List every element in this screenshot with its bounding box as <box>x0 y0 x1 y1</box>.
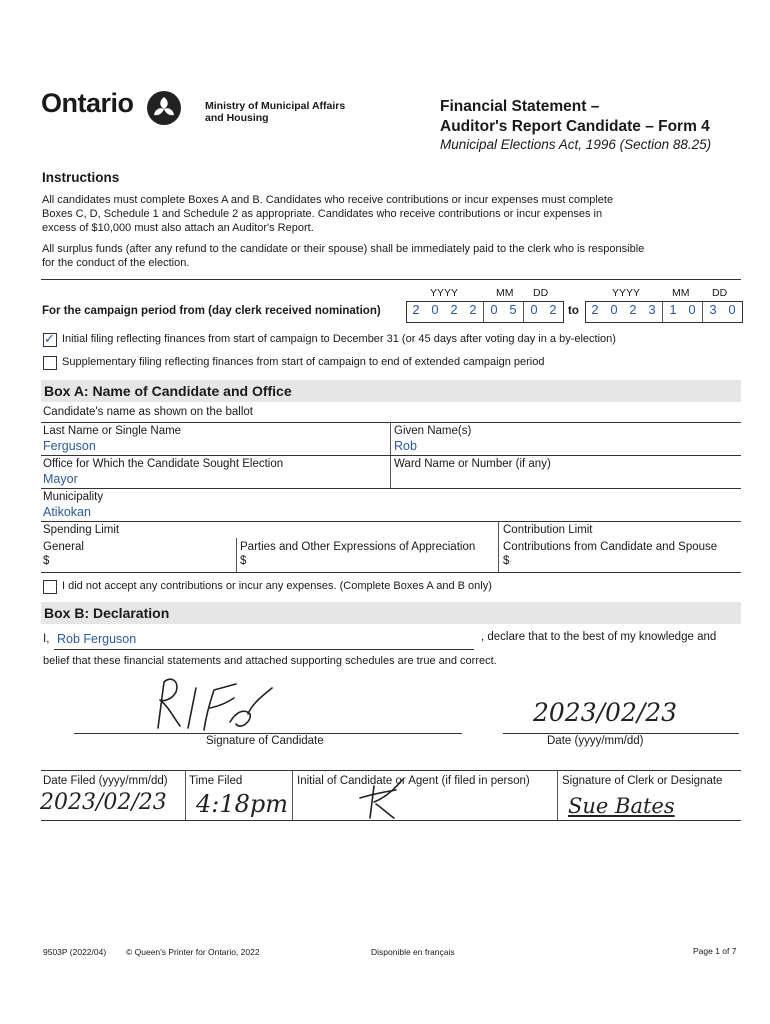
no-contributions-checkbox[interactable] <box>43 580 57 594</box>
date-digit: 2 <box>450 302 458 317</box>
period-mm-label: MM <box>672 287 690 299</box>
agent-initial-mark <box>350 776 410 820</box>
divider <box>41 770 741 771</box>
title-line-2: Auditor's Report Candidate – Form 4 <box>440 118 710 135</box>
declaration-text: , declare that to the best of my knowledge and <box>481 631 717 643</box>
divider <box>41 572 741 573</box>
general-value[interactable]: $ <box>43 555 50 567</box>
parties-value[interactable]: $ <box>240 555 247 567</box>
instructions-paragraph-2 <box>42 242 644 270</box>
municipality-field[interactable]: Atikokan <box>43 505 91 519</box>
initial-filing-label: Initial filing reflecting finances from start of campaign to December 31 (or 45 days after voting day in a by-election) <box>62 333 616 345</box>
instructions-paragraph-1 <box>42 193 613 235</box>
date-digit: 0 <box>728 302 736 317</box>
clerk-signature: Sue Bates <box>568 794 675 818</box>
given-names-field[interactable]: Rob <box>394 439 417 453</box>
form-subtitle: Municipal Elections Act, 1996 (Section 88.25) <box>440 137 712 152</box>
period-mm-label: MM <box>496 287 514 299</box>
logo-text: Ontario <box>41 88 134 118</box>
copyright: © Queen's Printer for Ontario, 2022 <box>126 947 260 957</box>
french-availability: Disponible en français <box>371 947 455 957</box>
date-digit: 0 <box>610 302 618 317</box>
trillium-icon <box>146 90 182 126</box>
divider <box>41 820 741 821</box>
field-divider <box>185 770 186 820</box>
divider <box>41 422 741 423</box>
instructions-line: All surplus funds (after any refund to the candidate or their spouse) shall be immediately paid to the clerk who is responsible <box>42 243 645 255</box>
candidate-signature <box>140 668 290 736</box>
ministry-line-2: and Housing <box>205 112 269 124</box>
date-digit: 0 <box>431 302 439 317</box>
supplementary-filing-checkbox[interactable] <box>43 356 57 370</box>
date-digit: 2 <box>629 302 637 317</box>
date-digit: 0 <box>530 302 538 317</box>
ballot-name-label: Candidate's name as shown on the ballot <box>43 406 253 418</box>
ontario-logo <box>41 88 134 119</box>
last-name-field[interactable]: Ferguson <box>43 439 96 453</box>
parties-label: Parties and Other Expressions of Appreciation <box>240 541 476 553</box>
period-yyyy-label: YYYY <box>430 287 459 299</box>
ward-label: Ward Name or Number (if any) <box>394 458 551 470</box>
date-filed-value[interactable]: 2023/02/23 <box>40 790 167 815</box>
instructions-heading: Instructions <box>42 170 120 185</box>
instructions-line: All candidates must complete Boxes A and B. Candidates who receive contributions or incur expenses must complete <box>42 194 614 206</box>
instructions-line: excess of $10,000 must also attach an Auditor's Report. <box>42 222 314 234</box>
ministry-line-1: Ministry of Municipal Affairs <box>205 100 346 112</box>
divider <box>41 521 741 522</box>
date-digit: 5 <box>509 302 517 317</box>
last-name-label: Last Name or Single Name <box>43 425 182 437</box>
municipality-label: Municipality <box>43 491 104 503</box>
divider <box>41 455 741 456</box>
divider <box>41 279 741 280</box>
date-digit: 3 <box>709 302 717 317</box>
campaign-period-label: For the campaign period from (day clerk received nomination) <box>42 305 381 317</box>
field-divider <box>523 302 524 322</box>
from-date-field[interactable] <box>406 301 564 323</box>
to-date-field[interactable] <box>585 301 743 323</box>
field-divider <box>483 302 484 322</box>
date-digit: 2 <box>469 302 477 317</box>
date-digit: 0 <box>688 302 696 317</box>
initial-label: Initial of Candidate or Agent (if filed in person) <box>297 775 530 787</box>
to-label: to <box>568 305 579 317</box>
declaration-date-value[interactable]: 2023/02/23 <box>533 698 678 727</box>
declarant-name-field[interactable]: Rob Ferguson <box>57 632 137 646</box>
page-number: Page 1 of 7 <box>693 946 737 956</box>
declaration-i: I, <box>43 633 50 645</box>
given-names-label: Given Name(s) <box>394 425 472 437</box>
date-line <box>503 733 739 734</box>
field-divider <box>498 521 499 572</box>
signature-label: Signature of Candidate <box>206 735 324 747</box>
date-digit: 1 <box>669 302 677 317</box>
instructions-line: Boxes C, D, Schedule 1 and Schedule 2 as appropriate. Candidates who receive contributions or incur expenses in <box>42 208 603 220</box>
date-digit: 2 <box>412 302 420 317</box>
field-divider <box>292 770 293 820</box>
check-mark: ✓ <box>44 331 55 346</box>
divider <box>41 488 741 489</box>
date-digit: 2 <box>549 302 557 317</box>
instructions-line: for the conduct of the election. <box>42 257 190 269</box>
office-label: Office for Which the Candidate Sought Election <box>43 458 284 470</box>
title-line-1: Financial Statement – <box>440 98 600 115</box>
box-a-header <box>41 380 741 402</box>
initial-filing-checkbox[interactable] <box>43 333 57 347</box>
box-b-heading: Box B: Declaration <box>44 605 170 621</box>
box-a-heading: Box A: Name of Candidate and Office <box>44 383 292 399</box>
field-divider <box>557 770 558 820</box>
clerk-signature-label: Signature of Clerk or Designate <box>562 775 723 787</box>
office-field[interactable]: Mayor <box>43 472 78 486</box>
period-dd-label: DD <box>712 287 728 299</box>
field-divider <box>236 538 237 572</box>
period-yyyy-label: YYYY <box>612 287 641 299</box>
date-digit: 0 <box>490 302 498 317</box>
period-dd-label: DD <box>533 287 549 299</box>
contributions-label: Contributions from Candidate and Spouse <box>503 541 718 553</box>
time-filed-label: Time Filed <box>189 775 243 787</box>
time-filed-value[interactable]: 4:18pm <box>196 790 289 818</box>
date-digit: 3 <box>648 302 656 317</box>
form-title <box>440 97 710 137</box>
date-filed-label: Date Filed (yyyy/mm/dd) <box>43 775 168 787</box>
signature-line <box>74 733 462 734</box>
contribution-limit-label: Contribution Limit <box>503 524 593 536</box>
general-label: General <box>43 541 84 553</box>
ministry-name <box>205 100 345 124</box>
date-label: Date (yyyy/mm/dd) <box>547 735 644 747</box>
contributions-value[interactable]: $ <box>503 555 510 567</box>
date-digit: 2 <box>591 302 599 317</box>
belief-text: belief that these financial statements and attached supporting schedules are true and correct. <box>43 655 497 667</box>
box-b-header <box>41 602 741 624</box>
no-contributions-label: I did not accept any contributions or incur any expenses. (Complete Boxes A and B only) <box>62 580 492 592</box>
field-divider <box>702 302 703 322</box>
form-code: 9503P (2022/04) <box>43 947 107 957</box>
spending-limit-label: Spending Limit <box>43 524 120 536</box>
declarant-line <box>54 649 474 650</box>
field-divider <box>662 302 663 322</box>
supplementary-filing-label: Supplementary filing reflecting finances from start of campaign to end of extended campaign period <box>62 356 545 368</box>
